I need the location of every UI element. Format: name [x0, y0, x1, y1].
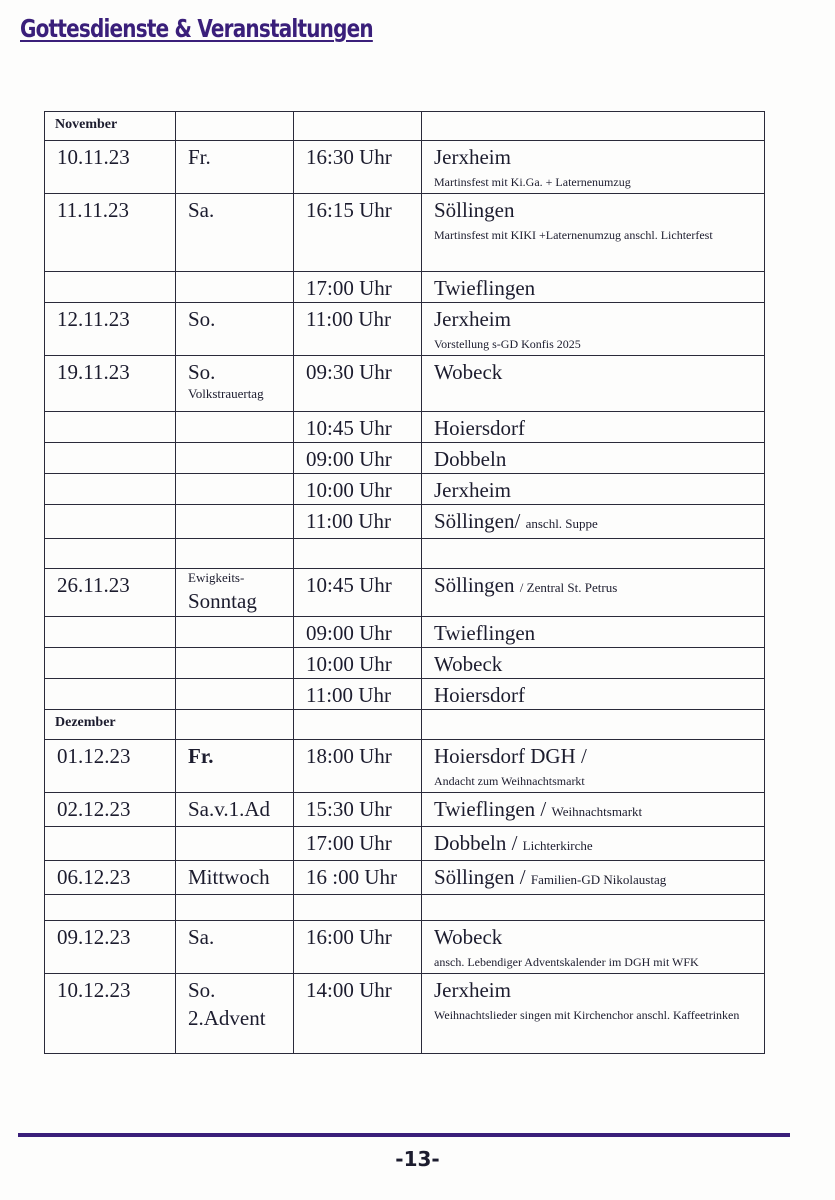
table-row	[45, 861, 765, 895]
time-cell	[294, 412, 422, 443]
place-line	[434, 412, 764, 442]
place-cell	[422, 539, 765, 569]
blank-row	[45, 539, 765, 569]
place-text: Söllingen	[434, 573, 515, 597]
table-row	[45, 505, 765, 539]
date-cell	[45, 710, 176, 740]
place-note: Martinsfest mit Ki.Ga. + Laternenumzug	[434, 175, 631, 189]
day-cell	[176, 443, 294, 474]
time-cell	[294, 272, 422, 303]
date-text: 02.12.23	[57, 797, 131, 821]
place-line	[434, 861, 764, 894]
place-line	[434, 474, 764, 504]
place-cell	[422, 443, 765, 474]
place-line	[434, 443, 764, 473]
place-text: Wobeck	[434, 360, 503, 384]
day-cell	[176, 793, 294, 827]
day-text: So.	[188, 978, 216, 1002]
time-text: 10:45 Uhr	[306, 416, 392, 440]
place-line	[434, 272, 764, 302]
page-number: -13-	[395, 1147, 440, 1171]
date-cell	[45, 194, 176, 272]
date-text: 09.12.23	[57, 925, 131, 949]
place-line	[434, 974, 764, 1004]
place-cell	[422, 740, 765, 793]
place-line	[434, 617, 764, 647]
place-cell	[422, 112, 765, 141]
day-text: Sa.v.1.Ad	[188, 797, 271, 821]
time-text: 17:00 Uhr	[306, 831, 392, 855]
time-cell	[294, 861, 422, 895]
month-row	[45, 710, 765, 740]
table-row	[45, 648, 765, 679]
time-text: 10:00 Uhr	[306, 652, 392, 676]
time-cell	[294, 194, 422, 272]
place-text: Jerxheim	[434, 978, 511, 1002]
time-text: 15:30 Uhr	[306, 797, 392, 821]
place-line	[434, 740, 764, 770]
time-text: 16:00 Uhr	[306, 925, 392, 949]
month-label: November	[55, 117, 118, 132]
time-cell	[294, 710, 422, 740]
time-cell	[294, 356, 422, 412]
place-cell	[422, 356, 765, 412]
time-cell	[294, 895, 422, 921]
place-cell	[422, 141, 765, 194]
day-text: Sonntag	[188, 589, 257, 613]
day-cell	[176, 648, 294, 679]
schedule-table	[44, 111, 765, 1054]
footer-divider	[18, 1133, 790, 1137]
place-line	[434, 793, 764, 826]
date-cell	[45, 539, 176, 569]
day-cell	[176, 861, 294, 895]
place-note: Martinsfest mit KIKI +Laternenumzug anschl. Lichterfest	[434, 228, 713, 242]
place-note: ansch. Lebendiger Adventskalender im DGH mit WFK	[434, 955, 699, 969]
date-cell	[45, 895, 176, 921]
table-row	[45, 141, 765, 194]
day-cell	[176, 412, 294, 443]
day-sub-label: Ewigkeits-	[188, 570, 245, 585]
day-text: Mittwoch	[188, 865, 270, 889]
day-cell	[176, 740, 294, 793]
time-text: 10:45 Uhr	[306, 573, 392, 597]
date-cell	[45, 793, 176, 827]
place-line	[434, 679, 764, 709]
place-line	[434, 569, 764, 602]
table-row	[45, 974, 765, 1054]
time-text: 16:30 Uhr	[306, 145, 392, 169]
day-cell	[176, 827, 294, 861]
place-cell	[422, 861, 765, 895]
date-cell	[45, 648, 176, 679]
place-line	[434, 194, 764, 224]
table-row	[45, 793, 765, 827]
date-cell	[45, 474, 176, 505]
place-text: Wobeck	[434, 652, 503, 676]
time-cell	[294, 827, 422, 861]
place-text: Hoiersdorf	[434, 416, 525, 440]
place-text: Wobeck	[434, 925, 503, 949]
date-cell	[45, 303, 176, 356]
date-cell	[45, 112, 176, 141]
place-cell	[422, 895, 765, 921]
place-text: Twieflingen	[434, 621, 536, 645]
time-text: 09:00 Uhr	[306, 447, 392, 471]
place-text: Hoiersdorf DGH /	[434, 744, 587, 768]
time-cell	[294, 141, 422, 194]
table-row	[45, 569, 765, 617]
place-inline-note: Familien-GD Nikolaustag	[530, 872, 667, 887]
place-text: Hoiersdorf	[434, 683, 525, 707]
time-cell	[294, 921, 422, 974]
day-text: Sa.	[188, 198, 215, 222]
place-line	[434, 827, 764, 860]
time-cell	[294, 679, 422, 710]
date-cell	[45, 505, 176, 539]
time-text: 18:00 Uhr	[306, 744, 392, 768]
day-text: So.	[188, 307, 216, 331]
day-cell	[176, 474, 294, 505]
place-cell	[422, 921, 765, 974]
date-text: 06.12.23	[57, 865, 131, 889]
place-text: Twieflingen	[434, 276, 536, 300]
place-line	[434, 505, 764, 538]
table-row	[45, 272, 765, 303]
place-cell	[422, 194, 765, 272]
day-cell	[176, 505, 294, 539]
table-row	[45, 443, 765, 474]
day-cell	[176, 141, 294, 194]
place-cell	[422, 412, 765, 443]
date-cell	[45, 617, 176, 648]
place-cell	[422, 974, 765, 1054]
day-cell	[176, 895, 294, 921]
date-text: 19.11.23	[57, 360, 130, 384]
place-line	[434, 303, 764, 333]
time-text: 17:00 Uhr	[306, 276, 392, 300]
date-text: 10.11.23	[57, 145, 130, 169]
day-cell	[176, 710, 294, 740]
day-text: Fr.	[188, 145, 211, 169]
time-text: 11:00 Uhr	[306, 509, 391, 533]
day-cell	[176, 303, 294, 356]
table-row	[45, 303, 765, 356]
time-cell	[294, 112, 422, 141]
time-cell	[294, 539, 422, 569]
place-cell	[422, 648, 765, 679]
time-text: 09:00 Uhr	[306, 621, 392, 645]
date-cell	[45, 921, 176, 974]
day-text: So.	[188, 360, 216, 384]
day-cell	[176, 112, 294, 141]
day-text: Sa.	[188, 925, 215, 949]
time-text: 09:30 Uhr	[306, 360, 392, 384]
place-cell	[422, 303, 765, 356]
time-text: 16:15 Uhr	[306, 198, 392, 222]
date-text: 10.12.23	[57, 978, 131, 1002]
time-text: 16 :00 Uhr	[306, 865, 397, 889]
place-note: Vorstellung s-GD Konfis 2025	[434, 337, 581, 351]
date-text: 12.11.23	[57, 307, 130, 331]
place-inline-note: Lichterkirche	[522, 838, 593, 853]
place-line	[434, 356, 764, 386]
place-cell	[422, 474, 765, 505]
time-cell	[294, 617, 422, 648]
date-cell	[45, 740, 176, 793]
date-cell	[45, 827, 176, 861]
date-cell	[45, 679, 176, 710]
day-cell	[176, 356, 294, 412]
table-row	[45, 921, 765, 974]
place-inline-note: / Zentral St. Petrus	[519, 580, 618, 595]
date-text: 26.11.23	[57, 573, 130, 597]
place-line	[434, 648, 764, 678]
date-cell	[45, 356, 176, 412]
time-cell	[294, 303, 422, 356]
place-cell	[422, 569, 765, 617]
time-cell	[294, 505, 422, 539]
place-inline-note: anschl. Suppe	[525, 516, 598, 531]
place-cell	[422, 617, 765, 648]
time-cell	[294, 443, 422, 474]
day-cell	[176, 272, 294, 303]
date-cell	[45, 443, 176, 474]
time-text: 14:00 Uhr	[306, 978, 392, 1002]
place-cell	[422, 272, 765, 303]
day-cell	[176, 679, 294, 710]
place-text: Jerxheim	[434, 307, 511, 331]
place-line	[434, 921, 764, 951]
month-row	[45, 112, 765, 141]
date-text: 01.12.23	[57, 744, 131, 768]
place-cell	[422, 505, 765, 539]
time-cell	[294, 648, 422, 679]
place-cell	[422, 793, 765, 827]
place-text: Söllingen/	[434, 509, 521, 533]
table-row	[45, 194, 765, 272]
time-cell	[294, 974, 422, 1054]
place-text: Söllingen	[434, 198, 515, 222]
place-text: Dobbeln	[434, 447, 507, 471]
month-label: Dezember	[55, 715, 116, 730]
table-row	[45, 827, 765, 861]
day-cell	[176, 617, 294, 648]
place-text: Jerxheim	[434, 145, 511, 169]
place-text: Dobbeln /	[434, 831, 518, 855]
day-text: Fr.	[188, 744, 214, 768]
day-cell	[176, 539, 294, 569]
time-cell	[294, 474, 422, 505]
date-text: 11.11.23	[57, 198, 129, 222]
time-text: 11:00 Uhr	[306, 307, 391, 331]
place-line	[434, 141, 764, 171]
place-cell	[422, 710, 765, 740]
place-text: Jerxheim	[434, 478, 511, 502]
day-cell	[176, 921, 294, 974]
table-row	[45, 617, 765, 648]
date-cell	[45, 272, 176, 303]
date-cell	[45, 861, 176, 895]
date-cell	[45, 974, 176, 1054]
table-row	[45, 679, 765, 710]
time-cell	[294, 569, 422, 617]
place-text: Söllingen /	[434, 865, 526, 889]
time-text: 11:00 Uhr	[306, 683, 391, 707]
place-cell	[422, 679, 765, 710]
day-cell	[176, 974, 294, 1054]
place-note: Andacht zum Weihnachtsmarkt	[434, 774, 585, 788]
time-cell	[294, 793, 422, 827]
day-text-line2: 2.Advent	[188, 1006, 266, 1030]
date-cell	[45, 141, 176, 194]
time-cell	[294, 740, 422, 793]
place-note: Weihnachtslieder singen mit Kirchenchor anschl. Kaffeetrinken	[434, 1008, 740, 1022]
date-cell	[45, 412, 176, 443]
schedule-body	[45, 112, 765, 1054]
page-title: Gottesdienste & Veranstaltungen	[20, 14, 373, 43]
place-text: Twieflingen /	[434, 797, 547, 821]
day-cell	[176, 569, 294, 617]
place-inline-note: Weihnachtsmarkt	[551, 804, 643, 819]
blank-row	[45, 895, 765, 921]
table-row	[45, 740, 765, 793]
day-sub-label: Volkstrauertag	[188, 386, 264, 401]
place-cell	[422, 827, 765, 861]
date-cell	[45, 569, 176, 617]
time-text: 10:00 Uhr	[306, 478, 392, 502]
table-row	[45, 412, 765, 443]
table-row	[45, 474, 765, 505]
day-cell	[176, 194, 294, 272]
table-row	[45, 356, 765, 412]
